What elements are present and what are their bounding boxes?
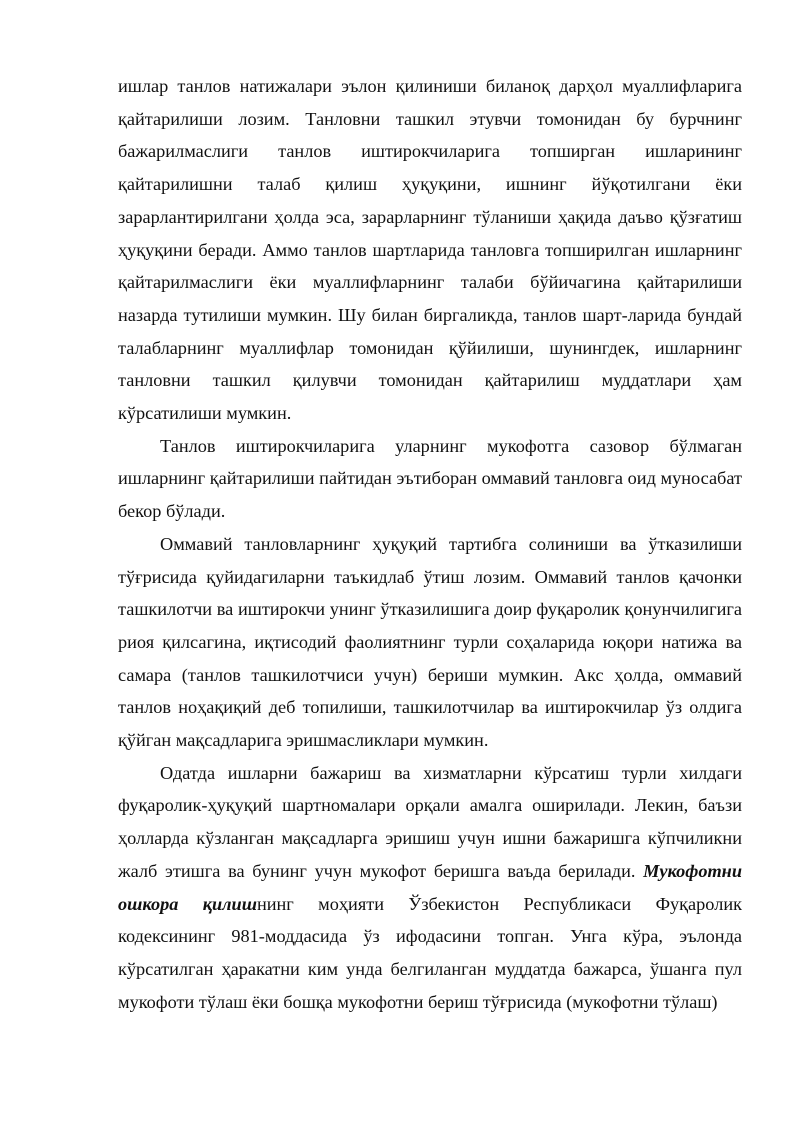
paragraph-public-reward — [118, 757, 742, 1019]
paragraph-contest-return: Танлов иштирокчиларига уларнинг мукофотга сазовор бўлмаган ишларнинг қайтарилиши пайтидан эътиборан оммавий танловга оид муносабат бекор бўлади. — [118, 435, 742, 522]
emphasized-term: Мукофотни ошкора қилиш — [118, 860, 742, 914]
paragraph-text-before: Одатда ишларни бажариш ва хизматларни кўрсатиш турли хилдаги фуқаролик-ҳуқуқий шартномалари орқали амалга оширилади. Лекин, баъзи ҳолларда кўзланган мақсадларга эришиш учун ишни бажаришга кўпчиликни жалб этишга ва бунинг учун мукофот беришга ваъда берилади. — [118, 762, 742, 881]
paragraph-continuation: ишлар танлов натижалари эълон қилиниши биланоқ дарҳол муаллифларига қайтарилиши лозим. Танловни ташкил этувчи томонидан бу бурчнинг бажарилмаслиги танлов иштирокчиларига топширган ишларининг қайтарилишни талаб қилиш ҳуқуқини, ишнинг йўқотилгани ёки зарарлантирилгани ҳолда эса, зарарларнинг тўланиши ҳақида даъво қўзғатиш ҳуқуқини беради. Аммо танлов шартларида танловга топширилган ишларнинг қайтарилмаслиги ёки муаллифларнинг талаби бўйичагина қайтарилиши назарда тутилиши мумкин. Шу билан биргаликда, танлов шарт-ларида бундай талабларнинг муаллифлар томонидан қўйилиши, шунингдек, ишларнинг танловни ташкил қилувчи томонидан қайтарилиш муддатлари ҳам кўрсатилиши мумкин. — [118, 76, 742, 424]
document-page — [118, 70, 742, 1018]
paragraph-text-after: нинг моҳияти Ўзбекистон Республикаси Фуқаролик кодексининг 981-моддасида ўз ифодасини топган. Унга кўра, эълонда кўрсатилган ҳаракатни ким унда белгиланган муддатда бажарса, ўшанга пул мукофоти тўлаш ёки бошқа мукофотни бериш тўғрисида (мукофотни тўлаш) — [118, 893, 742, 1012]
paragraph-contest-regulation: Оммавий танловларнинг ҳуқуқий тартибга солиниши ва ўтказилиши тўғрисида қуйидагиларни таъкидлаб ўтиш лозим. Оммавий танлов қачонки ташкилотчи ва иштирокчи унинг ўтказилишига доир фуқаролик қонунчилигига риоя қилсагина, иқтисодий фаолиятнинг турли соҳаларида юқори натижа ва самара (танлов ташкилотчиси учун) бериши мумкин. Акс ҳолда, оммавий танлов ноҳақиқий деб топилиши, ташкилотчилар ва иштирокчилар ўз олдига қўйган мақсадларига эришмасликлари мумкин. — [118, 533, 742, 751]
